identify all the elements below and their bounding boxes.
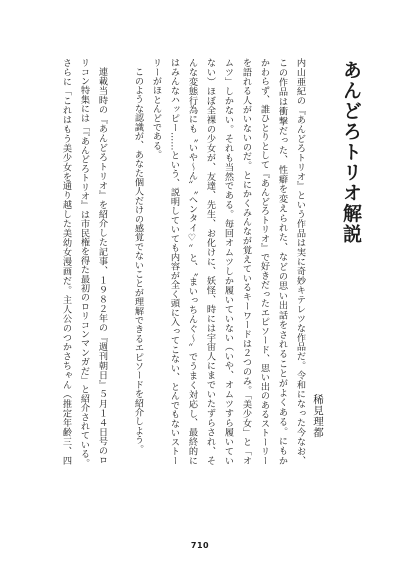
- body-text-line: かわらず、誰ひとりとして『あんどろトリオ』で好きだったエピソード、思い出のあるストーリー: [258, 58, 270, 465]
- body-text-line: リコン特集には「『あんどろトリオ』は市民権を得た最初のロリコンマンガだ」と紹介されている。: [78, 58, 90, 468]
- body-text-line: はみんなハッピー……という、説明していても内容が全く頭に入ってこない、とんでもないストー: [168, 58, 180, 465]
- body-text-line: リーがほとんどである。: [150, 58, 162, 160]
- body-text-line: ムツ」しかない。それも当然である。毎回オムツしか履いていない（いや、オムツすら履いてい: [222, 58, 234, 465]
- body-text-line: を語れる人がいないのだ。とにかくみんなが覚えているキーワードは２つのみ。「美少女」と「オ: [240, 58, 252, 465]
- body-text-line: 連載当時の『あんどろトリオ』を紹介した記事、１９８２年の『週刊朝日』５月１４日号のロ: [96, 67, 108, 465]
- body-text-line: この作品は衝撃だった、性癖を変えられた、などの思い出話をされることがよくある。にもか: [276, 58, 288, 465]
- body-text-line: ない）ほぼ全裸の少女が、友達、先生、お化けに、妖怪、時には宇宙人にまでいたずらされ、そ: [204, 58, 216, 465]
- author-name: 稀見理都: [312, 394, 324, 438]
- article-title: あんどろトリオ解説: [340, 60, 362, 245]
- body-text-line: 内山亜紀の『あんどろトリオ』という作品は実に奇妙キテレツな作品だ。令和になった今なお、: [294, 58, 306, 465]
- body-text-line: このような認識が、あなた個人だけの感覚でないことが理解できるエピソードを紹介しよう。: [132, 67, 144, 454]
- body-text-line: さらに「これはもう美少女を通り越した美幼女漫画だ。主人公のつかさちゃん（推定年齢三、四: [60, 58, 72, 465]
- body-text-line: んな変態行為にも〝いや〜ん〟〝ヘンタイ♡〟と、〝まいっちんぐ〜〟でうまく対応し、最終的に: [186, 58, 198, 465]
- page-number: 710: [190, 541, 210, 550]
